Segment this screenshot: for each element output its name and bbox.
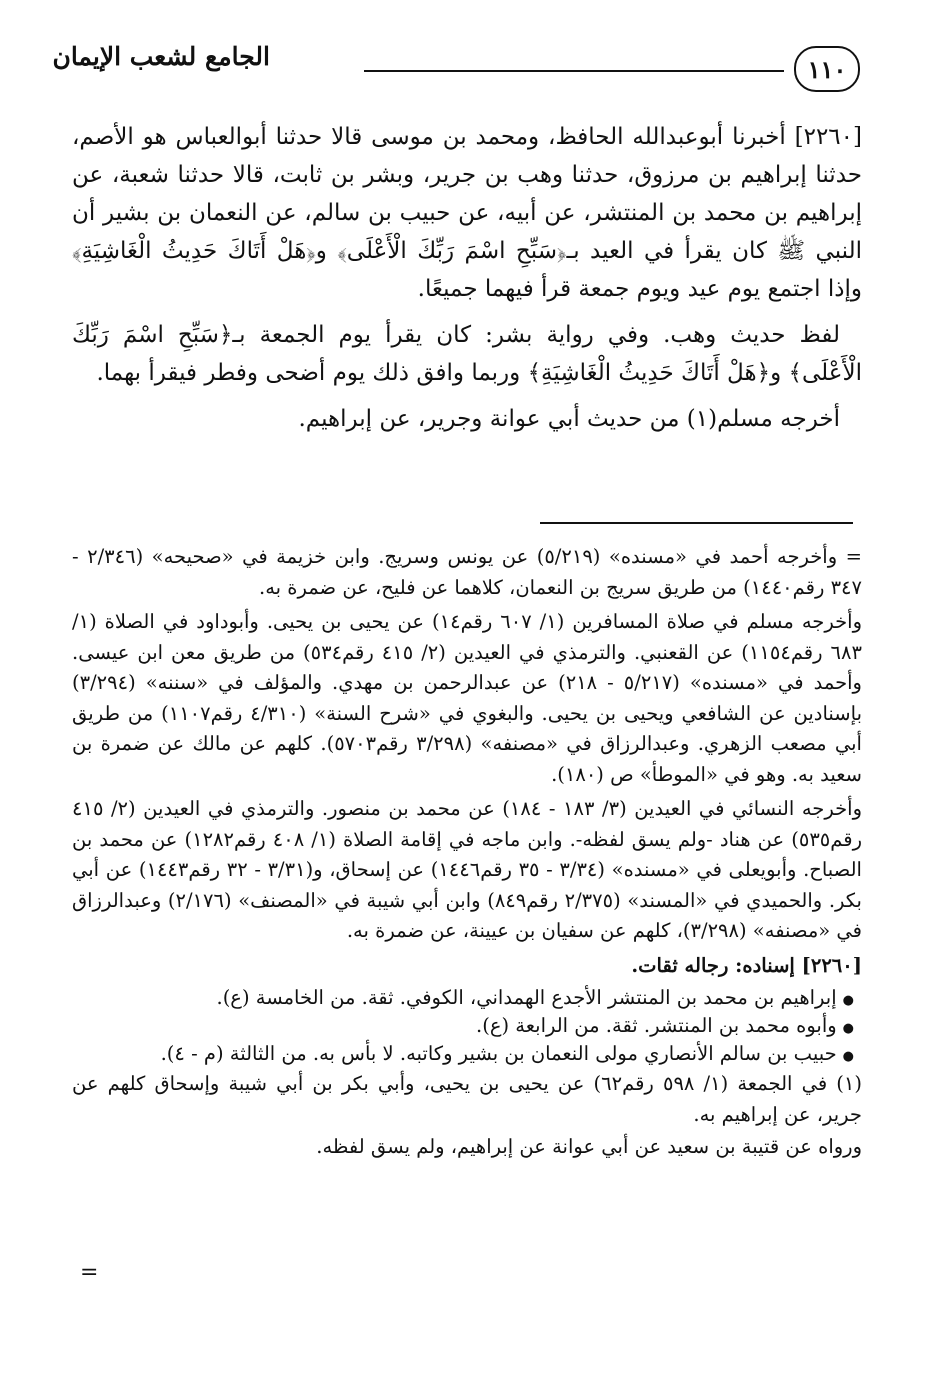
takhrij-summary: أخرجه مسلم(١) من حديث أبي عوانة وجرير، عن إبراهيم.	[298, 406, 840, 432]
isnad-heading: [٢٢٦٠] إسناده: رجاله ثقات.	[631, 953, 862, 977]
book-title: الجامع لشعب الإيمان	[52, 42, 270, 71]
page-header	[52, 42, 860, 96]
narrator-item: ● وأبوه محمد بن المنتشر. ثقة. من الرابعة (ع).	[72, 1013, 854, 1041]
main-text	[72, 118, 862, 446]
header-rule	[364, 70, 784, 72]
narrator-list	[72, 985, 862, 1069]
footnote-text: ورواه عن قتيبة بن سعيد عن أبي عوانة عن إبراهيم، ولم يسق لفظه.	[316, 1135, 862, 1158]
narrator-item: ● حبيب بن سالم الأنصاري مولى النعمان بن بشير وكاتبه. لا بأس به. من الثالثة (م - ٤).	[72, 1041, 854, 1069]
narration-variant: لفظ حديث وهب. وفي رواية بشر: كان يقرأ يوم الجمعة بـ﴿سَبِّحِ اسْمَ رَبِّكَ الْأَعْلَى﴾ و﴿هَلْ أَتَاكَ حَدِيثُ الْغَاشِيَةِ﴾ وربما وافق ذلك يوم أضحى وفطر فيقرأ بهما.	[72, 322, 862, 386]
continuation-mark: =	[80, 1260, 99, 1285]
note-paragraph: وأخرجه مسلم في صلاة المسافرين (١/ ٦٠٧ رقم١٤) عن يحيى بن يحيى. وأبوداود في الصلاة (١/ ٦٨٣ رقم١١٥٤) عن القعنبي. والترمذي في العيدين (٢/ ٤١٥ رقم٥٣٤) من طريق معن ابن عيسى. وأحمد في «مسنده» (٥/٢١٧ - ٢١٨) عن عبدالرحمن بن مهدي. والمؤلف في «سننه» (٣/٢٩٤) بإسنادين عن الشافعي ويحيى بن يحيى. والبغوي في «شرح السنة» (٤/٣١٠ رقم١١٠٧) من طريق أبي مصعب الزهري. وعبدالرزاق في «مصنفه» (٣/٢٩٨ رقم٥٧٠٣). كلهم عن مالك عن ضمرة بن سعيد به. وهو في «الموطأ» ص (١٨٠).	[72, 610, 862, 786]
page-number: ١١٠	[794, 46, 860, 92]
note-paragraph: = وأخرجه أحمد في «مسنده» (٥/٢١٩) عن يونس وسريج. وابن خزيمة في «صحيحه» (٢/٣٤٦ - ٣٤٧ رقم١٤٤٠) من طريق سريج بن النعمان، كلاهما عن فليح، عن ضمرة به.	[72, 545, 862, 599]
hadith-text: [٢٢٦٠] أخبرنا أبوعبدالله الحافظ، ومحمد بن موسى قالا حدثنا أبوالعباس هو الأصم، حدثنا إبراهيم بن مرزوق، حدثنا وهب بن جرير، وبشر بن ثابت، قالا حدثنا شعبة، عن إبراهيم بن محمد بن المنتشر، عن أبيه، عن حبيب بن سالم، عن النعمان بن بشير أن النبي ﷺ كان يقرأ في العيد بـ﴿سَبِّحِ اسْمَ رَبِّكَ الْأَعْلَى﴾ و﴿هَلْ أَتَاكَ حَدِيثُ الْغَاشِيَةِ﴾ وإذا اجتمع يوم عيد ويوم جمعة قرأ فيهما جميعًا.	[72, 124, 862, 302]
footnote-text: (١) في الجمعة (١/ ٥٩٨ رقم٦٢) عن يحيى بن يحيى، وأبي بكر بن أبي شيبة وإسحاق كلهم عن جرير، عن إبراهيم به.	[72, 1072, 862, 1126]
note-paragraph: وأخرجه النسائي في العيدين (٣/ ١٨٣ - ١٨٤) عن محمد بن منصور. والترمذي في العيدين (٢/ ٤١٥ رقم٥٣٥) عن هناد -ولم يسق لفظه-. وابن ماجه في إقامة الصلاة (١/ ٤٠٨ رقم١٢٨٢) عن محمد بن الصباح. وأبويعلى في «مسنده» (٣/٣٤ - ٣٥ رقم١٤٤٦) عن إسحاق، و(٣/٣١ - ٣٢ رقم١٤٤٣) عن أبي بكر. والحميدي في «المسند» (٢/٣٧٥ رقم٨٤٩) وابن أبي شيبة في «المصنف» (٢/١٧٦) وعبدالرزاق في «مصنفه» (٣/٢٩٨)، كلهم عن سفيان بن عيينة، عن ضمرة به.	[72, 797, 862, 942]
footnotes-area	[72, 542, 862, 1165]
footnote-block	[72, 1069, 862, 1163]
footnote-separator	[540, 522, 853, 524]
narrator-item: ● إبراهيم بن محمد بن المنتشر الأجدع الهمداني، الكوفي. ثقة. من الخامسة (ع).	[72, 985, 854, 1013]
